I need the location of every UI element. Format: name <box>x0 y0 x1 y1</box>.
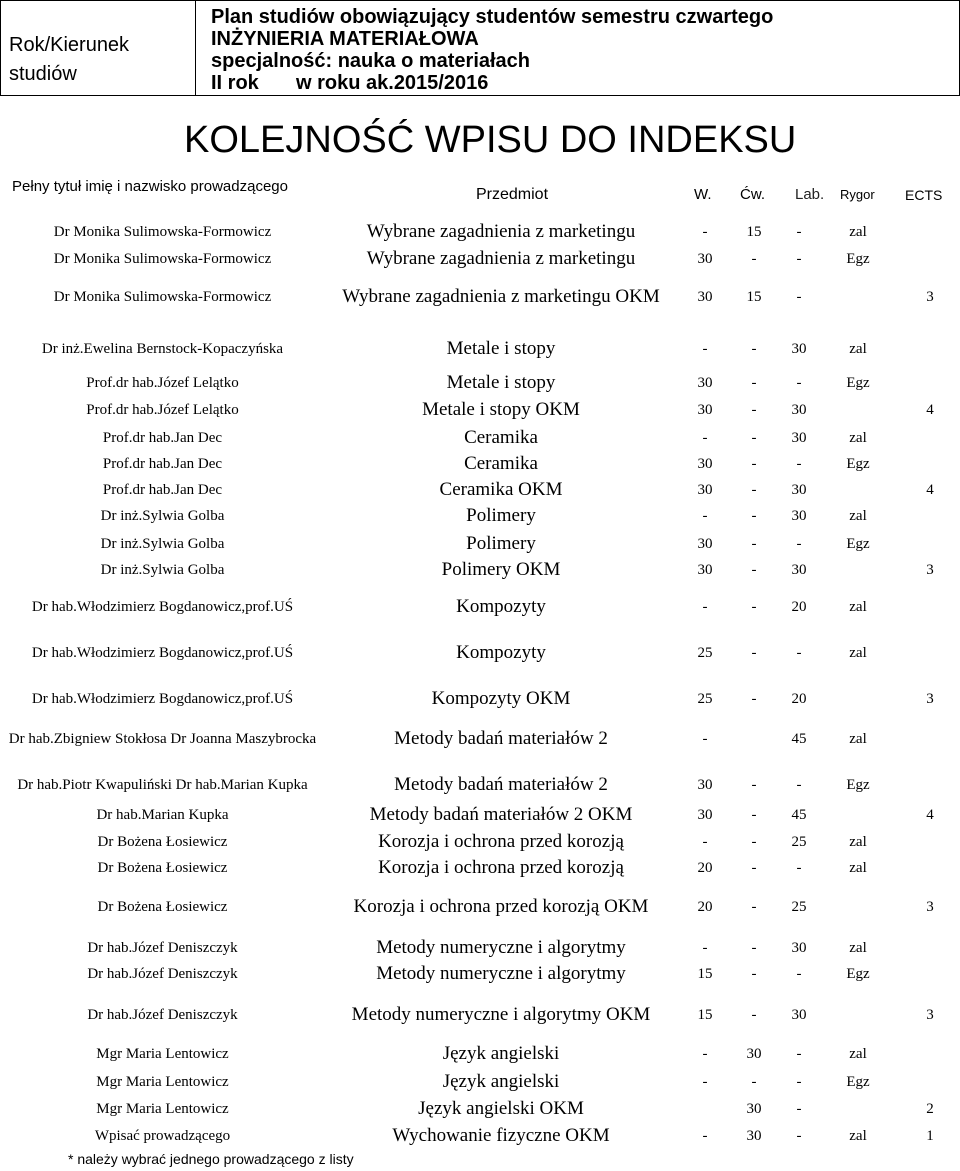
cell-lab: - <box>796 644 802 661</box>
cell-prow: Mgr Maria Lentowicz <box>96 1100 229 1117</box>
cell-w: - <box>702 223 708 240</box>
cell-ects <box>910 530 950 558</box>
col-header-ects: ECTS <box>905 187 943 203</box>
cell-ects <box>910 244 950 274</box>
cell-cw: - <box>751 898 757 915</box>
cell-prow: Wpisać prowadzącego <box>94 1127 231 1144</box>
cell-lab: - <box>796 1100 802 1117</box>
cell-rygor: Egz <box>846 250 870 267</box>
cell-ects <box>910 960 950 988</box>
cell-w: 30 <box>697 535 713 552</box>
cell-w <box>687 1094 723 1124</box>
cell-w: 25 <box>697 644 713 661</box>
cell-lab: 30 <box>791 481 807 498</box>
cell-prow: Mgr Maria Lentowicz <box>96 1073 229 1090</box>
cell-w: - <box>702 730 708 747</box>
table-row <box>0 828 960 856</box>
cell-ects: 4 <box>926 401 934 418</box>
cell-ects: 3 <box>926 561 934 578</box>
cell-lab: 30 <box>791 561 807 578</box>
footnote: * należy wybrać jednego prowadzącego z listy <box>68 1151 354 1167</box>
cell-ects: 4 <box>926 806 934 823</box>
cell-cw: - <box>751 965 757 982</box>
cell-prow: Prof.dr hab.Jan Dec <box>102 429 223 446</box>
cell-subj: Metody badań materiałów 2 <box>394 774 608 795</box>
cell-rygor: zal <box>849 340 867 357</box>
plan-title: Plan studiów obowiązujący studentów semestru czwartego <box>211 6 774 28</box>
cell-subj: Język angielski <box>442 1071 560 1092</box>
cell-lab: - <box>796 859 802 876</box>
cell-lab: - <box>796 965 802 982</box>
cell-subj: Korozja i ochrona przed korozją OKM <box>353 896 649 917</box>
cell-rygor <box>838 1094 878 1124</box>
col-header-rygor: Rygor <box>840 187 875 202</box>
cell-lab: 30 <box>791 429 807 446</box>
cell-ects: 2 <box>926 1100 934 1117</box>
cell-w: 20 <box>697 859 713 876</box>
table-row <box>0 502 960 530</box>
cell-rygor: zal <box>849 1045 867 1062</box>
cell-subj: Polimery OKM <box>441 559 561 580</box>
cell-ects <box>910 716 950 762</box>
cell-w: - <box>702 1127 708 1144</box>
cell-ects <box>910 828 950 856</box>
cell-rygor: zal <box>849 1127 867 1144</box>
cell-lab: 25 <box>791 898 807 915</box>
cell-ects <box>910 450 950 478</box>
table-row <box>0 1068 960 1096</box>
table-row <box>0 960 960 988</box>
cell-lab: - <box>796 374 802 391</box>
cell-subj: Metody numeryczne i algorytmy <box>376 937 626 958</box>
cell-prow: Dr hab.Marian Kupka <box>96 806 229 823</box>
kierunek: INŻYNIERIA MATERIAŁOWA <box>211 28 479 50</box>
cell-prow: Prof.dr hab.Józef Lelątko <box>86 374 239 391</box>
cell-subj: Polimery <box>466 533 536 554</box>
table-row <box>0 396 960 424</box>
cell-rygor: Egz <box>846 535 870 552</box>
table-row <box>0 990 960 1040</box>
col-header-cw: Ćw. <box>740 186 766 203</box>
cell-prow: Dr hab.Włodzimierz Bogdanowicz,prof.UŚ <box>31 644 294 661</box>
cell-w: 30 <box>697 374 713 391</box>
cell-subj: Metale i stopy <box>446 372 556 393</box>
cell-w: 25 <box>697 690 713 707</box>
cell-lab: - <box>796 1045 802 1062</box>
cell-ects: 3 <box>926 898 934 915</box>
table-row <box>0 244 960 274</box>
cell-lab: - <box>796 288 802 305</box>
cell-cw: - <box>751 455 757 472</box>
cell-w: 30 <box>697 288 713 305</box>
cell-prow: Dr hab.Włodzimierz Bogdanowicz,prof.UŚ <box>31 690 294 707</box>
cell-cw: 30 <box>746 1100 762 1117</box>
cell-rygor: zal <box>849 223 867 240</box>
cell-cw: - <box>751 401 757 418</box>
cell-prow: Prof.dr hab.Jan Dec <box>102 455 223 472</box>
cell-lab: - <box>796 1127 802 1144</box>
cell-rygor <box>838 476 878 504</box>
cell-subj: Ceramika OKM <box>439 479 563 500</box>
cell-lab: 30 <box>791 401 807 418</box>
cell-lab: 30 <box>791 1006 807 1023</box>
cell-prow: Dr hab.Józef Deniszczyk <box>87 939 238 956</box>
cell-prow: Dr hab.Józef Deniszczyk <box>87 965 238 982</box>
table-row <box>0 450 960 478</box>
cell-w: - <box>702 939 708 956</box>
cell-ects <box>910 370 950 396</box>
cell-w: - <box>702 429 708 446</box>
cell-cw: - <box>751 535 757 552</box>
cell-cw: - <box>751 340 757 357</box>
cell-w: - <box>702 1073 708 1090</box>
cell-cw: - <box>751 598 757 615</box>
cell-cw: - <box>751 859 757 876</box>
table-row <box>0 584 960 630</box>
cell-w: 30 <box>697 250 713 267</box>
cell-prow: Dr Bożena Łosiewicz <box>97 859 228 876</box>
cell-prow: Prof.dr hab.Józef Lelątko <box>86 401 239 418</box>
cell-prow: Prof.dr hab.Jan Dec <box>102 481 223 498</box>
cell-rygor: Egz <box>846 455 870 472</box>
col-header-prowadzacy: Pełny tytuł imię i nazwisko prowadzącego <box>12 178 288 195</box>
cell-cw: - <box>751 690 757 707</box>
cell-subj: Metody numeryczne i algorytmy OKM <box>351 1004 651 1025</box>
cell-cw: - <box>751 806 757 823</box>
cell-cw: 15 <box>746 288 762 305</box>
cell-rygor: zal <box>849 507 867 524</box>
cell-prow: Dr inż.Sylwia Golba <box>100 507 225 524</box>
cell-lab: 20 <box>791 598 807 615</box>
table-row <box>0 218 960 246</box>
cell-subj: Metody badań materiałów 2 <box>394 728 608 749</box>
cell-subj: Polimery <box>466 505 536 526</box>
cell-cw: - <box>751 939 757 956</box>
cell-ects: 3 <box>926 288 934 305</box>
cell-rygor: Egz <box>846 1073 870 1090</box>
cell-prow: Dr inż.Sylwia Golba <box>100 561 225 578</box>
cell-rygor: Egz <box>846 776 870 793</box>
cell-rygor <box>838 882 878 932</box>
cell-subj: Wychowanie fizyczne OKM <box>392 1125 610 1146</box>
cell-w: - <box>702 507 708 524</box>
cell-prow: Dr Monika Sulimowska-Formowicz <box>53 288 272 305</box>
cell-rygor: zal <box>849 429 867 446</box>
cell-prow: Dr Bożena Łosiewicz <box>97 833 228 850</box>
cell-lab: - <box>796 1073 802 1090</box>
cell-lab: - <box>796 535 802 552</box>
cell-ects <box>910 1068 950 1096</box>
cell-rygor <box>838 396 878 424</box>
cell-ects: 1 <box>926 1127 934 1144</box>
cell-prow: Dr hab.Piotr Kwapuliński Dr hab.Marian Kupka <box>17 776 308 793</box>
table-row <box>0 424 960 452</box>
cell-cw: - <box>751 561 757 578</box>
rok: II rok <box>211 72 259 94</box>
cell-rygor: zal <box>849 598 867 615</box>
cell-subj: Korozja i ochrona przed korozją <box>378 857 624 878</box>
cell-cw: - <box>751 481 757 498</box>
cell-lab: 25 <box>791 833 807 850</box>
cell-cw: 30 <box>746 1045 762 1062</box>
cell-subj: Kompozyty <box>456 642 546 663</box>
cell-cw: - <box>751 776 757 793</box>
cell-subj: Język angielski <box>442 1043 560 1064</box>
cell-subj: Ceramika <box>464 453 538 474</box>
cell-w: - <box>702 1045 708 1062</box>
cell-subj: Metale i stopy <box>446 338 556 359</box>
cell-ects: 3 <box>926 690 934 707</box>
cell-lab: 45 <box>791 806 807 823</box>
cell-w: 30 <box>697 401 713 418</box>
cell-lab: - <box>796 250 802 267</box>
cell-ects <box>910 218 950 246</box>
cell-subj: Metody badań materiałów 2 OKM <box>369 804 633 825</box>
cell-rygor: Egz <box>846 965 870 982</box>
cell-rygor <box>838 990 878 1040</box>
cell-w: 20 <box>697 898 713 915</box>
cell-subj: Język angielski OKM <box>418 1098 584 1119</box>
cell-subj: Metale i stopy OKM <box>422 399 580 420</box>
cell-subj: Wybrane zagadnienia z marketingu <box>366 221 636 242</box>
cell-lab: 20 <box>791 690 807 707</box>
cell-rygor: zal <box>849 833 867 850</box>
cell-prow: Dr hab.Włodzimierz Bogdanowicz,prof.UŚ <box>31 598 294 615</box>
table-row <box>0 934 960 962</box>
cell-ects <box>910 424 950 452</box>
table-row <box>0 630 960 676</box>
table-row <box>0 326 960 372</box>
col-header-przedmiot: Przedmiot <box>475 186 549 203</box>
cell-w: 30 <box>697 455 713 472</box>
cell-prow: Dr Monika Sulimowska-Formowicz <box>53 223 272 240</box>
cell-prow: Dr inż.Ewelina Bernstock-Kopaczyńska <box>41 340 284 357</box>
cell-cw <box>739 716 769 762</box>
table-row <box>0 556 960 584</box>
rok-akademicki: w roku ak.2015/2016 <box>296 72 489 94</box>
cell-rygor <box>838 272 878 322</box>
cell-cw: - <box>751 507 757 524</box>
cell-subj: Kompozyty OKM <box>431 688 571 709</box>
cell-rygor: zal <box>849 939 867 956</box>
cell-prow: Dr hab.Zbigniew Stokłosa Dr Joanna Maszybrocka <box>8 730 317 747</box>
col-header-lab: Lab. <box>795 186 825 203</box>
cell-subj: Korozja i ochrona przed korozją <box>378 831 624 852</box>
cell-ects <box>910 630 950 676</box>
cell-ects <box>910 584 950 630</box>
cell-subj: Wybrane zagadnienia z marketingu <box>366 248 636 269</box>
cell-cw: - <box>751 429 757 446</box>
cell-ects <box>910 326 950 372</box>
cell-rygor <box>838 556 878 584</box>
cell-ects <box>910 502 950 530</box>
cell-w: 15 <box>697 965 713 982</box>
table-row <box>0 1094 960 1124</box>
table-row <box>0 476 960 504</box>
cell-w: - <box>702 340 708 357</box>
cell-rygor: Egz <box>846 374 870 391</box>
cell-cw: - <box>751 644 757 661</box>
cell-w: 30 <box>697 806 713 823</box>
cell-lab: - <box>796 455 802 472</box>
cell-prow: Dr hab.Józef Deniszczyk <box>87 1006 238 1023</box>
cell-ects: 4 <box>926 481 934 498</box>
cell-ects <box>910 1040 950 1068</box>
cell-lab: 30 <box>791 939 807 956</box>
cell-subj: Wybrane zagadnienia z marketingu OKM <box>342 286 660 307</box>
cell-prow: Dr inż.Sylwia Golba <box>100 535 225 552</box>
cell-lab: 45 <box>791 730 807 747</box>
table-row <box>0 716 960 762</box>
rok-kierunek-label: Rok/Kierunek studiów <box>9 34 130 85</box>
cell-lab: 30 <box>791 507 807 524</box>
cell-w: 30 <box>697 776 713 793</box>
cell-w: - <box>702 833 708 850</box>
cell-cw: - <box>751 1006 757 1023</box>
cell-w: 30 <box>697 481 713 498</box>
cell-cw: 15 <box>746 223 762 240</box>
cell-subj: Metody numeryczne i algorytmy <box>376 963 626 984</box>
cell-w: - <box>702 598 708 615</box>
col-header-w: W. <box>694 186 712 203</box>
cell-cw: - <box>751 1073 757 1090</box>
cell-prow: Dr Monika Sulimowska-Formowicz <box>53 250 272 267</box>
table-row <box>0 370 960 396</box>
table-row <box>0 882 960 932</box>
cell-rygor <box>838 800 878 830</box>
table-row <box>0 854 960 882</box>
table-row <box>0 800 960 830</box>
table-row <box>0 1040 960 1068</box>
table-row <box>0 1122 960 1150</box>
specjalnosc: specjalność: nauka o materiałach <box>211 50 531 72</box>
cell-subj: Ceramika <box>464 427 538 448</box>
cell-subj: Kompozyty <box>456 596 546 617</box>
cell-lab: - <box>796 776 802 793</box>
cell-prow: Mgr Maria Lentowicz <box>96 1045 229 1062</box>
cell-lab: 30 <box>791 340 807 357</box>
cell-lab: - <box>796 223 802 240</box>
cell-ects <box>910 854 950 882</box>
cell-ects: 3 <box>926 1006 934 1023</box>
cell-prow: Dr Bożena Łosiewicz <box>97 898 228 915</box>
cell-rygor: zal <box>849 644 867 661</box>
cell-cw: - <box>751 374 757 391</box>
cell-cw: - <box>751 833 757 850</box>
cell-rygor: zal <box>849 730 867 747</box>
table-row <box>0 272 960 322</box>
cell-rygor: zal <box>849 859 867 876</box>
cell-w: 15 <box>697 1006 713 1023</box>
cell-ects <box>910 934 950 962</box>
section-title: KOLEJNOŚĆ WPISU DO INDEKSU <box>184 119 797 161</box>
cell-cw: 30 <box>746 1127 762 1144</box>
cell-cw: - <box>751 250 757 267</box>
table-row <box>0 530 960 558</box>
cell-w: 30 <box>697 561 713 578</box>
